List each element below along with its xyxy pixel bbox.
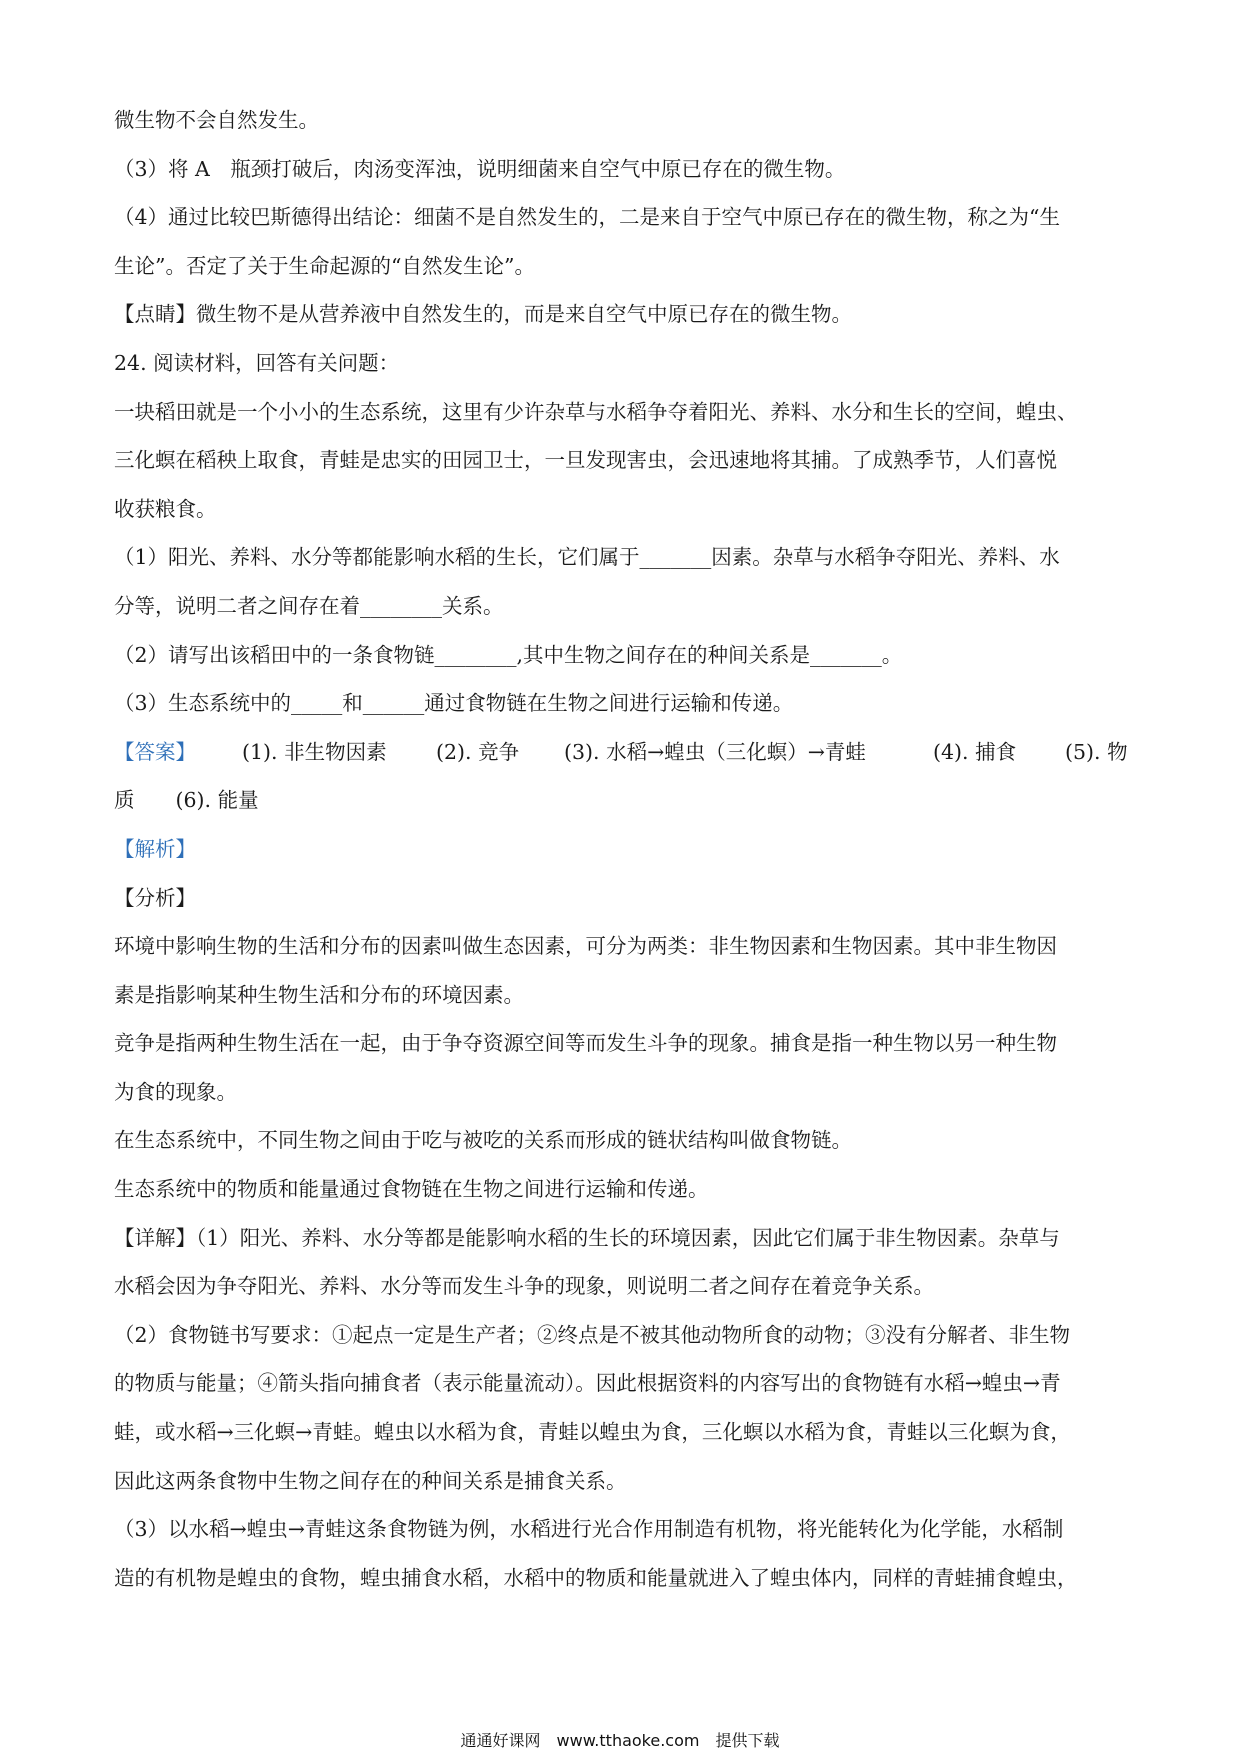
answer-tag: 【答案】 bbox=[114, 739, 196, 764]
text-line: 【点睛】微生物不是从营养液中自然发生的，而是来自空气中原已存在的微生物。 bbox=[114, 302, 852, 327]
text-line: 【详解】（1）阳光、养料、水分等都是能影响水稻的生长的环境因素，因此它们属于非生物因素。杂草与 bbox=[114, 1225, 1060, 1250]
text-line: （3）生态系统中的_____和______通过食物链在生物之间进行运输和传递。 bbox=[114, 691, 794, 716]
text-line: 三化螟在稻秧上取食，青蛙是忠实的田园卫士，一旦发现害虫，会迅速地将其捕。了成熟季节，人们喜悦 bbox=[114, 448, 1057, 473]
text-line: （1）阳光、养料、水分等都能影响水稻的生长，它们属于_______因素。杂草与水稻争夺阳光、养料、水 bbox=[114, 545, 1060, 570]
text-line: 因此这两条食物中生物之间存在的种间关系是捕食关系。 bbox=[114, 1468, 627, 1493]
text-line: 蛙，或水稻→三化螟→青蛙。蝗虫以水稻为食，青蛙以蝗虫为食，三化螟以水稻为食，青蛙以三化螟为食， bbox=[114, 1420, 1071, 1445]
text-line: 微生物不会自然发生。 bbox=[114, 108, 319, 132]
answer-item: (5). 物 bbox=[1065, 739, 1128, 764]
text-line: 竞争是指两种生物生活在一起，由于争夺资源空间等而发生斗争的现象。捕食是指一种生物以另一种生物 bbox=[114, 1031, 1057, 1056]
answer-item: (2). 竞争 bbox=[436, 739, 520, 764]
text-line: 为食的现象。 bbox=[114, 1079, 237, 1104]
document-page bbox=[114, 96, 1130, 1602]
answer-line bbox=[114, 728, 1130, 777]
text-line: 水稻会因为争夺阳光、养料、水分等而发生斗争的现象，则说明二者之间存在着竞争关系。 bbox=[114, 1274, 934, 1299]
text-line: 生论”。否定了关于生命起源的“自然发生论”。 bbox=[114, 253, 535, 278]
text-line: 收获粮食。 bbox=[114, 496, 217, 521]
text-line: （2）食物链书写要求：①起点一定是生产者；②终点是不被其他动物所食的动物；③没有分解者、非生物 bbox=[114, 1322, 1071, 1347]
text-line: 素是指影响某种生物生活和分布的环境因素。 bbox=[114, 982, 524, 1007]
answer-item: (4). 捕食 bbox=[933, 739, 1017, 764]
text-line: （3）将 A 瓶颈打破后，肉汤变浑浊，说明细菌来自空气中原已存在的微生物。 bbox=[114, 156, 846, 181]
text-line: 【分析】 bbox=[114, 885, 196, 910]
text-line: （2）请写出该稻田中的一条食物链________,其中生物之间存在的种间关系是_______。 bbox=[114, 642, 903, 667]
page-footer: 通通好课网 www.tthaoke.com 提供下载 bbox=[460, 1731, 780, 1750]
text-line: 的物质与能量；④箭头指向捕食者（表示能量流动）。因此根据资料的内容写出的食物链有水稻→蝗虫→青 bbox=[114, 1371, 1061, 1396]
analysis-tag: 【解析】 bbox=[114, 836, 196, 861]
answer-continuation: 质 (6). 能量 bbox=[114, 788, 259, 813]
text-line: 环境中影响生物的生活和分布的因素叫做生态因素，可分为两类：非生物因素和生物因素。其中非生物因 bbox=[114, 934, 1057, 959]
text-line: 造的有机物是蝗虫的食物，蝗虫捕食水稻，水稻中的物质和能量就进入了蝗虫体内，同样的青蛙捕食蝗虫， bbox=[114, 1565, 1078, 1590]
question-heading: 24. 阅读材料，回答有关问题： bbox=[114, 350, 400, 375]
text-line: 生态系统中的物质和能量通过食物链在生物之间进行运输和传递。 bbox=[114, 1177, 709, 1202]
text-line: （4）通过比较巴斯德得出结论：细菌不是自然发生的，二是来自于空气中原已存在的微生物，称之为“生 bbox=[114, 205, 1061, 230]
text-line: 一块稻田就是一个小小的生态系统，这里有少许杂草与水稻争夺着阳光、养料、水分和生长的空间，蝗虫、 bbox=[114, 399, 1078, 424]
text-line: 分等，说明二者之间存在着________关系。 bbox=[114, 593, 504, 618]
text-line: 在生态系统中，不同生物之间由于吃与被吃的关系而形成的链状结构叫做食物链。 bbox=[114, 1128, 852, 1153]
answer-item: (3). 水稻→蝗虫（三化螟）→青蛙 bbox=[564, 739, 866, 764]
answer-item: (1). 非生物因素 bbox=[242, 739, 387, 764]
text-line: （3）以水稻→蝗虫→青蛙这条食物链为例，水稻进行光合作用制造有机物，将光能转化为化学能，水稻制 bbox=[114, 1517, 1064, 1542]
